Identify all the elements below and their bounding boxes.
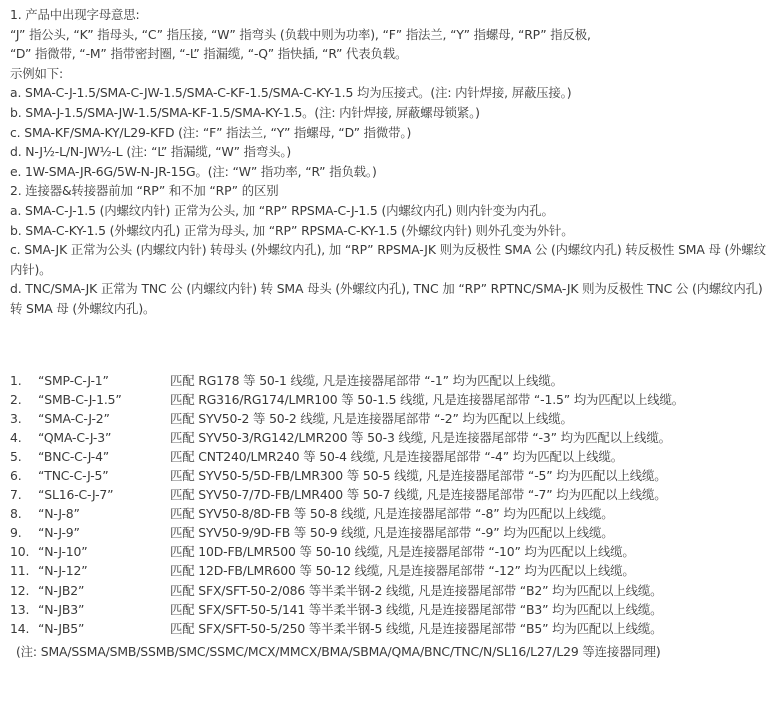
list-item <box>10 504 770 523</box>
item-number: 4. <box>10 429 22 445</box>
examples-label: 示例如下: <box>10 65 63 81</box>
item-description: 匹配 SYV50-2 等 50-2 线缆, 凡是连接器尾部带 “-2” 均为匹配以上线缆。 <box>170 410 573 426</box>
item-number: 9. <box>10 525 22 541</box>
item-number: 6. <box>10 467 22 483</box>
item-number: 13. <box>10 601 30 617</box>
intro-line: “D” 指微带, “-M” 指带密封圈, “-L” 指漏缆, “-Q” 指快插, “R” 代表负载。 <box>10 46 408 62</box>
item-description: 匹配 SYV50-3/RG142/LMR200 等 50-3 线缆, 凡是连接器尾部带 “-3” 均为匹配以上线缆。 <box>170 429 671 445</box>
item-model: “N-J-8” <box>38 506 80 522</box>
item-model: “N-JB3” <box>38 601 85 617</box>
item-number: 3. <box>10 410 22 426</box>
list-item <box>10 466 770 485</box>
item-description: 匹配 SFX/SFT-50-5/250 等半柔半钢-5 线缆, 凡是连接器尾部带 “B5” 均为匹配以上线缆。 <box>170 620 663 636</box>
item-description: 匹配 SFX/SFT-50-5/141 等半柔半钢-3 线缆, 凡是连接器尾部带 “B3” 均为匹配以上线缆。 <box>170 601 663 617</box>
item-number: 12. <box>10 582 30 598</box>
item-model: “N-J-10” <box>38 544 88 560</box>
list-item <box>10 581 770 600</box>
section-2-heading: 2. 连接器&转接器前加 “RP” 和不加 “RP” 的区别 <box>10 183 279 199</box>
item-number: 2. <box>10 391 22 407</box>
item-model: “N-JB5” <box>38 620 85 636</box>
item-model: “SMA-C-J-2” <box>38 410 110 426</box>
item-model: “SMP-C-J-1” <box>38 372 109 388</box>
item-description: 匹配 SYV50-8/8D-FB 等 50-8 线缆, 凡是连接器尾部带 “-8” 均为匹配以上线缆。 <box>170 506 614 522</box>
item-number: 5. <box>10 448 22 464</box>
item-number: 11. <box>10 563 30 579</box>
list-item <box>10 561 770 580</box>
item-model: “SMB-C-J-1.5” <box>38 391 122 407</box>
item-description: 匹配 12D-FB/LMR600 等 50-12 线缆, 凡是连接器尾部带 “-12” 均为匹配以上线缆。 <box>170 563 635 579</box>
list-item <box>10 523 770 542</box>
list-item <box>10 428 770 447</box>
item-description: 匹配 SYV50-9/9D-FB 等 50-9 线缆, 凡是连接器尾部带 “-9” 均为匹配以上线缆。 <box>170 525 614 541</box>
list-item <box>10 409 770 428</box>
list-item <box>10 485 770 504</box>
spacer <box>10 319 770 371</box>
item-model: “TNC-C-J-5” <box>38 467 109 483</box>
rp-item-b: b. SMA-C-KY-1.5 (外螺纹内孔) 正常为母头, 加 “RP” RPSMA-C-KY-1.5 (外螺纹内针) 则外孔变为外针。 <box>10 222 574 238</box>
item-model: “BNC-C-J-4” <box>38 448 110 464</box>
footnote: (注: SMA/SSMA/SMB/SSMB/SMC/SSMC/MCX/MMCX/BMA/SBMA/QMA/BNC/TNC/N/SL16/L27/L29 等连接器同理) <box>16 643 661 659</box>
list-item <box>10 371 770 390</box>
list-item <box>10 619 770 638</box>
item-description: 匹配 SFX/SFT-50-2/086 等半柔半钢-2 线缆, 凡是连接器尾部带 “B2” 均为匹配以上线缆。 <box>170 582 663 598</box>
item-description: 匹配 CNT240/LMR240 等 50-4 线缆, 凡是连接器尾部带 “-4” 均为匹配以上线缆。 <box>170 448 623 464</box>
list-item <box>10 390 770 409</box>
intro-line: “J” 指公头, “K” 指母头, “C” 指压接, “W” 指弯头 (负载中则为功率), “F” 指法兰, “Y” 指螺母, “RP” 指反极, <box>10 26 591 42</box>
item-description: 匹配 RG316/RG174/LMR100 等 50-1.5 线缆, 凡是连接器尾部带 “-1.5” 均为匹配以上线缆。 <box>170 391 684 407</box>
list-item <box>10 447 770 466</box>
rp-item-c: c. SMA-JK 正常为公头 (内螺纹内针) 转母头 (外螺纹内孔), 加 “RP” RPSMA-JK 则为反极性 SMA 公 (内螺纹内孔) 转反极性 SMA 母 (外螺纹内针)。 <box>10 242 766 277</box>
item-number: 14. <box>10 620 30 636</box>
list-item <box>10 542 770 561</box>
item-description: 匹配 10D-FB/LMR500 等 50-10 线缆, 凡是连接器尾部带 “-10” 均为匹配以上线缆。 <box>170 544 635 560</box>
example-a: a. SMA-C-J-1.5/SMA-C-JW-1.5/SMA-C-KF-1.5/SMA-C-KY-1.5 均为压接式。(注: 内针焊接, 屏蔽压接。) <box>10 85 572 101</box>
rp-item-d: d. TNC/SMA-JK 正常为 TNC 公 (内螺纹内针) 转 SMA 母头 (外螺纹内孔), TNC 加 “RP” RPTNC/SMA-JK 则为反极性 TNC 公 (内螺纹内孔) 转 SMA 母 (外螺纹内孔)。 <box>10 281 763 316</box>
item-number: 1. <box>10 372 22 388</box>
example-c: c. SMA-KF/SMA-KY/L29-KFD (注: “F” 指法兰, “Y” 指螺母, “D” 指微带。) <box>10 124 412 140</box>
item-number: 8. <box>10 506 22 522</box>
item-model: “SL16-C-J-7” <box>38 487 114 503</box>
item-model: “QMA-C-J-3” <box>38 429 112 445</box>
item-description: 匹配 RG178 等 50-1 线缆, 凡是连接器尾部带 “-1” 均为匹配以上线缆。 <box>170 372 563 388</box>
example-b: b. SMA-J-1.5/SMA-JW-1.5/SMA-KF-1.5/SMA-KY-1.5。(注: 内针焊接, 屏蔽螺母锁紧。) <box>10 104 480 120</box>
cable-match-list <box>10 371 770 638</box>
item-model: “N-J-12” <box>38 563 88 579</box>
item-number: 10. <box>10 544 30 560</box>
example-d: d. N-J½-L/N-JW½-L (注: “L” 指漏缆, “W” 指弯头。) <box>10 144 292 160</box>
rp-item-a: a. SMA-C-J-1.5 (内螺纹内针) 正常为公头, 加 “RP” RPSMA-C-J-1.5 (内螺纹内孔) 则内针变为内孔。 <box>10 202 554 218</box>
item-description: 匹配 SYV50-5/5D-FB/LMR300 等 50-5 线缆, 凡是连接器尾部带 “-5” 均为匹配以上线缆。 <box>170 467 667 483</box>
example-e: e. 1W-SMA-JR-6G/5W-N-JR-15G。(注: “W” 指功率, “R” 指负载。) <box>10 163 377 179</box>
section-1-heading: 1. 产品中出现字母意思: <box>10 7 140 22</box>
item-model: “N-J-9” <box>38 525 80 541</box>
item-description: 匹配 SYV50-7/7D-FB/LMR400 等 50-7 线缆, 凡是连接器尾部带 “-7” 均为匹配以上线缆。 <box>170 487 667 503</box>
item-model: “N-JB2” <box>38 582 85 598</box>
list-item <box>10 600 770 619</box>
item-number: 7. <box>10 487 22 503</box>
